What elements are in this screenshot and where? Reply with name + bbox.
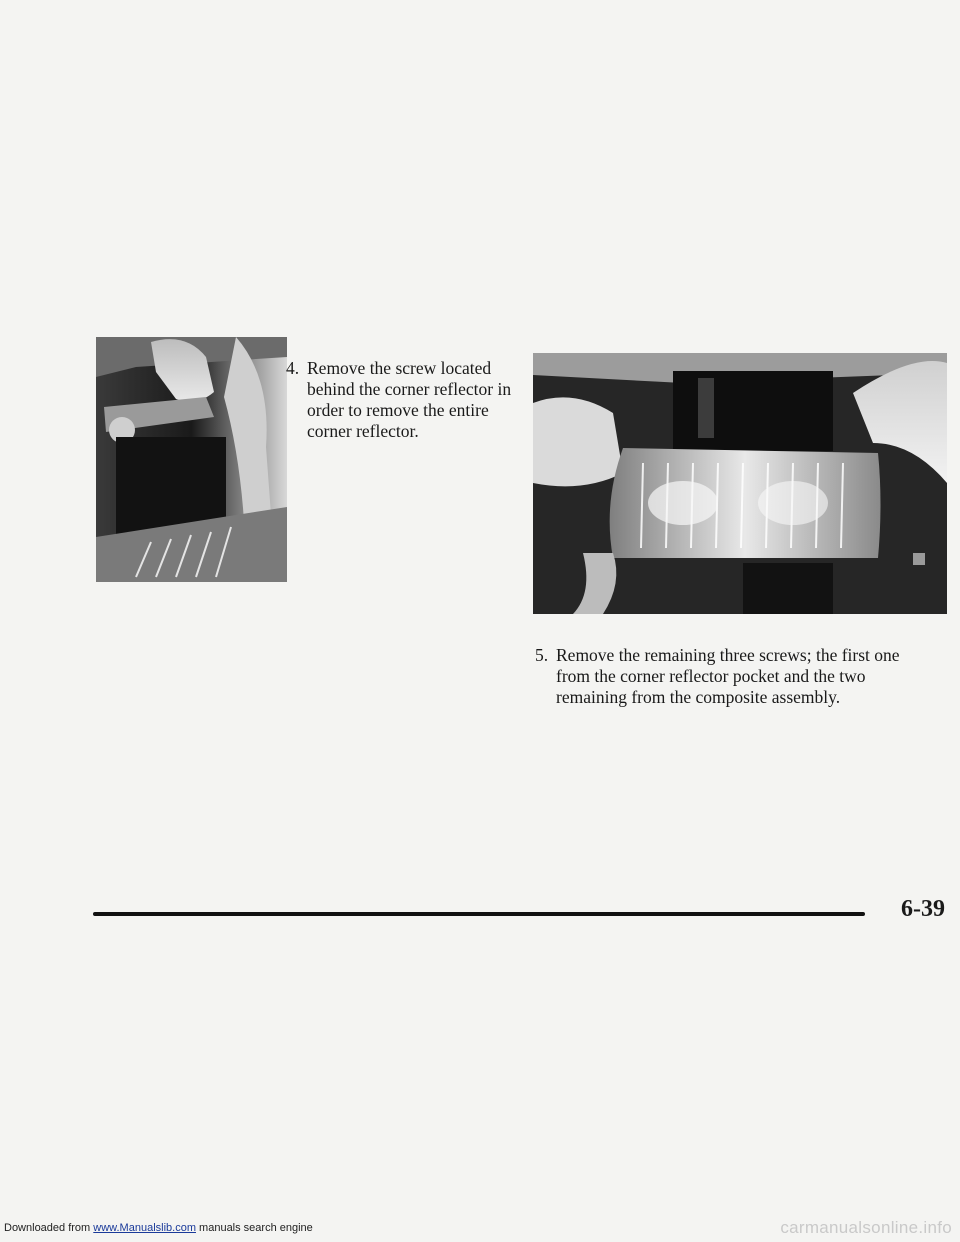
page-number: 6-39 (901, 896, 945, 922)
photo-headlamp-graphic (533, 353, 947, 614)
photo-corner-reflector-screw (96, 337, 287, 582)
step-4 (286, 358, 516, 442)
footer-suffix: manuals search engine (199, 1222, 313, 1234)
photo-corner-reflector-graphic (96, 337, 287, 582)
step-4-text: Remove the screw located behind the corner reflector in order to remove the entire corner reflector. (307, 358, 512, 441)
step-5 (535, 645, 935, 708)
page-footer-rule (93, 912, 865, 916)
watermark: carmanualsonline.info (780, 1218, 952, 1237)
step-4-number: 4. (286, 358, 300, 378)
photo-headlamp-assembly (533, 353, 947, 614)
manualslib-link[interactable]: www.Manualslib.com (93, 1222, 196, 1234)
footer-prefix: Downloaded from (4, 1222, 91, 1234)
download-footer (4, 1222, 313, 1234)
step-5-text: Remove the remaining three screws; the first one from the corner reflector pocket and the two remaining from the composite assembly. (556, 645, 900, 707)
step-5-number: 5. (535, 645, 549, 665)
